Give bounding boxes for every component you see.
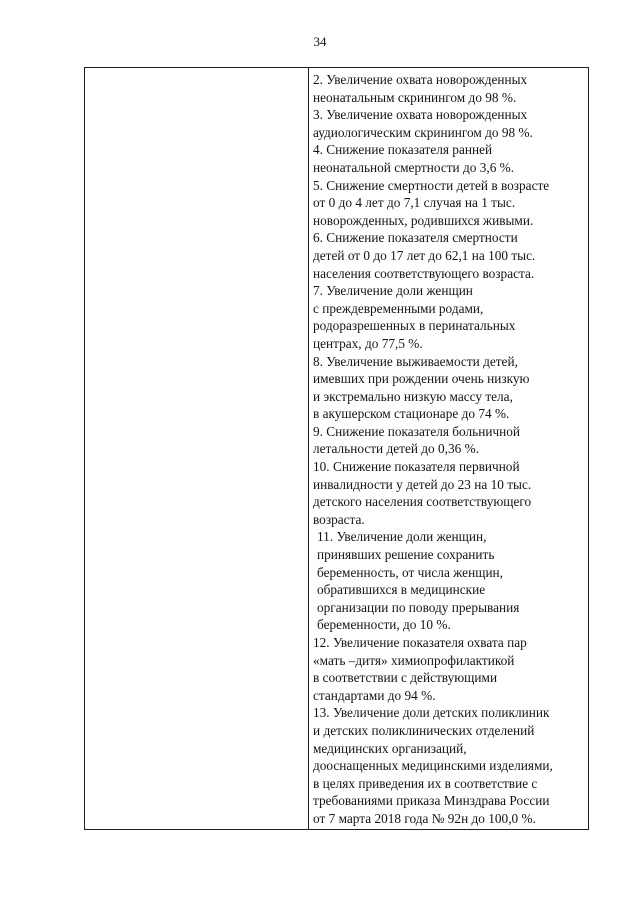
list-item-line: беременность, от числа женщин, xyxy=(317,564,503,580)
list-item-line: 2. Увеличение охвата новорожденных xyxy=(313,72,528,87)
list-item-line: в целях приведения их в соответствие с xyxy=(313,775,538,791)
list-item-line: инвалидности у детей до 23 на 10 тыс. xyxy=(313,476,532,492)
list-item-line: населения соответствующего возраста. xyxy=(313,265,535,281)
table-left-column xyxy=(85,68,309,829)
list-item-line: в соответствии с действующими xyxy=(313,670,498,686)
list-item xyxy=(313,423,588,458)
list-item-line: принявших решение сохранить xyxy=(317,547,495,563)
list-item-line: организации по поводу прерывания xyxy=(317,599,520,615)
list-item-line: 12. Увеличение показателя охвата пар xyxy=(313,635,527,650)
list-item xyxy=(313,177,588,230)
table-right-column xyxy=(309,68,588,829)
list-item-line: обратившихся в медицинские xyxy=(317,582,486,598)
list-item-line: от 7 марта 2018 года № 92н до 100,0 %. xyxy=(313,810,536,826)
list-item-line: в акушерском стационаре до 74 %. xyxy=(313,406,510,422)
goal-list xyxy=(313,71,588,828)
document-table xyxy=(84,67,589,830)
list-item-line: и детских поликлинических отделений xyxy=(313,722,535,738)
list-item-line: с преждевременными родами, xyxy=(313,300,484,316)
list-item xyxy=(313,704,588,827)
list-item-line: 5. Снижение смертности детей в возрасте xyxy=(313,177,550,193)
list-item-line: новорожденных, родившихся живыми. xyxy=(313,212,534,228)
list-item xyxy=(313,141,588,176)
list-item-line: 8. Увеличение выживаемости детей, xyxy=(313,353,518,369)
list-item-line: 10. Снижение показателя первичной xyxy=(313,459,520,475)
list-item-line: 3. Увеличение охвата новорожденных xyxy=(313,107,528,123)
list-item-line: 4. Снижение показателя ранней xyxy=(313,142,493,158)
list-item-line: центрах, до 77,5 %. xyxy=(313,335,423,351)
list-item-line: 9. Снижение показателя больничной xyxy=(313,423,521,439)
list-item-line: беременности, до 10 %. xyxy=(317,617,451,633)
list-item-line: «мать –дитя» химиопрофилактикой xyxy=(313,652,515,668)
list-item-line: от 0 до 4 лет до 7,1 случая на 1 тыс. xyxy=(313,195,516,211)
list-item xyxy=(313,353,588,423)
list-item-line: требованиями приказа Минздрава России xyxy=(313,793,550,809)
list-item xyxy=(313,528,588,634)
list-item-line: и экстремально низкую массу тела, xyxy=(313,388,513,404)
list-item-line: 6. Снижение показателя смертности xyxy=(313,230,518,246)
list-item-line: 11. Увеличение доли женщин, xyxy=(317,529,487,545)
list-item-line: родоразрешенных в перинатальных xyxy=(313,318,516,334)
list-item-line: летальности детей до 0,36 %. xyxy=(313,441,480,457)
list-item xyxy=(313,229,588,282)
list-item-line: детского населения соответствующего xyxy=(313,494,532,510)
list-item-line: стандартами до 94 %. xyxy=(313,687,436,703)
list-item xyxy=(313,634,588,704)
list-item-line: 7. Увеличение доли женщин xyxy=(313,283,473,299)
list-item-line: 13. Увеличение доли детских поликлиник xyxy=(313,705,550,721)
page-number: 34 xyxy=(313,34,327,49)
list-item xyxy=(313,106,588,141)
list-item-line: аудиологическим скринингом до 98 %. xyxy=(313,124,533,140)
list-item-line: детей от 0 до 17 лет до 62,1 на 100 тыс. xyxy=(313,247,536,263)
list-item xyxy=(313,71,588,106)
list-item-line: неонатальным скринингом до 98 %. xyxy=(313,89,517,105)
list-item xyxy=(313,458,588,528)
list-item-line: неонатальной смертности до 3,6 %. xyxy=(313,159,515,175)
list-item-line: возраста. xyxy=(313,511,365,527)
list-item xyxy=(313,282,588,352)
list-item-line: дооснащенных медицинскими изделиями, xyxy=(313,758,553,774)
list-item-line: медицинских организаций, xyxy=(313,740,467,756)
list-item-line: имевших при рождении очень низкую xyxy=(313,371,530,387)
